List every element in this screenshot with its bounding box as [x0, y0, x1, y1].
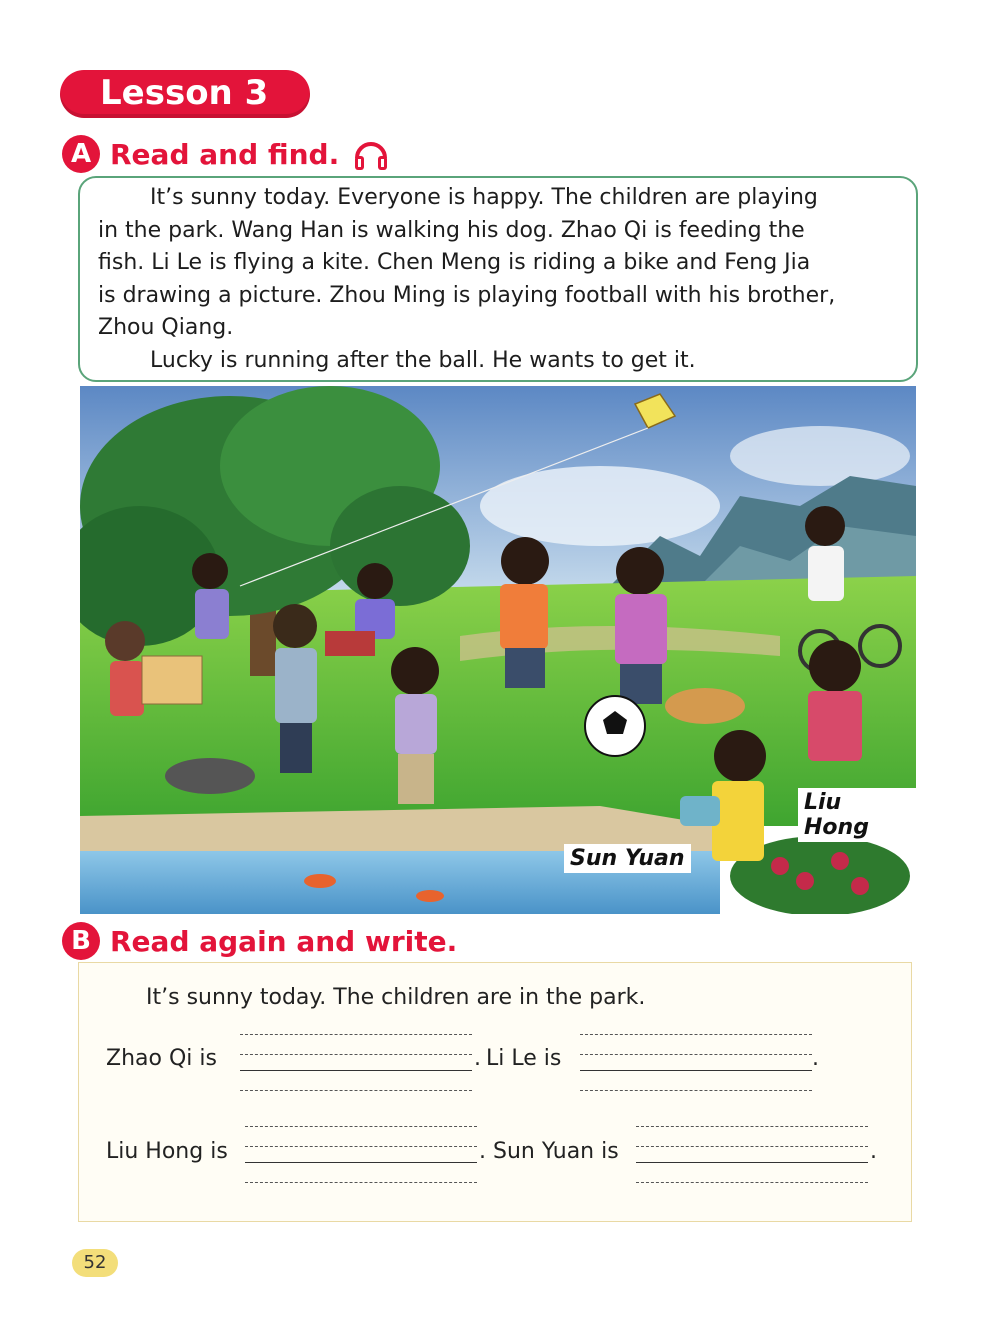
cloud: [730, 426, 910, 486]
tree-foliage: [330, 486, 470, 606]
child-purple-shirt: [615, 547, 667, 704]
headphones-icon[interactable]: [351, 134, 391, 174]
page-number: 52: [72, 1249, 118, 1277]
flower: [851, 877, 869, 895]
passage-line: Lucky is running after the ball. He wants to get it.: [150, 347, 696, 373]
row1-right-label: Li Le is: [486, 1046, 562, 1071]
park-scene: [80, 386, 916, 914]
fish: [304, 874, 336, 888]
answer-blank-zhao-qi[interactable]: [240, 1034, 472, 1094]
flower: [771, 857, 789, 875]
passage-line: It’s sunny today. Everyone is happy. The children are playing: [150, 185, 818, 210]
writing-intro: It’s sunny today. The children are in the park.: [146, 985, 646, 1010]
label-sun-yuan: Sun Yuan: [564, 844, 691, 873]
row1-left-label: Zhao Qi is: [106, 1046, 217, 1071]
row2-right-end: .: [870, 1139, 877, 1164]
lesson-title-pill: [60, 70, 310, 118]
child-liu-hong: [808, 640, 862, 761]
row2-left-end: .: [479, 1139, 486, 1164]
section-b-header: [62, 922, 457, 960]
passage-line: in the park. Wang Han is walking his dog. Zhao Qi is feeding the: [98, 217, 805, 243]
reading-passage-box: [78, 176, 918, 382]
section-a-title: Read and find.: [110, 137, 340, 171]
section-a-letter: A: [62, 135, 100, 173]
answer-blank-liu-hong[interactable]: [245, 1126, 477, 1186]
answer-blank-sun-yuan[interactable]: [636, 1126, 868, 1186]
lesson-title: Lesson 3: [100, 73, 269, 113]
section-b-letter: B: [62, 922, 100, 960]
label-liu-hong: Liu Hong: [798, 788, 916, 842]
flower: [831, 852, 849, 870]
child-running-back: [192, 553, 229, 639]
park-illustration: [80, 386, 916, 914]
section-b-title: Read again and write.: [110, 924, 458, 958]
passage-line: is drawing a picture. Zhou Ming is playing football with his brother,: [98, 282, 836, 308]
section-a-header: [62, 134, 391, 174]
flower: [796, 872, 814, 890]
passage-line: Zhou Qiang.: [98, 315, 234, 340]
row1-left-end: .: [474, 1046, 481, 1071]
row1-right-end: .: [812, 1046, 819, 1071]
passage-line: fish. Li Le is flying a kite. Chen Meng is riding a bike and Feng Jia: [98, 250, 811, 275]
answer-blank-li-le[interactable]: [580, 1034, 812, 1094]
lucky-dog: [665, 688, 745, 724]
child-girl-center: [391, 647, 439, 804]
fish: [416, 890, 444, 902]
row2-left-label: Liu Hong is: [106, 1139, 228, 1164]
child-kicking: [500, 537, 549, 688]
row2-right-label: Sun Yuan is: [493, 1139, 619, 1164]
cloud: [480, 466, 720, 546]
